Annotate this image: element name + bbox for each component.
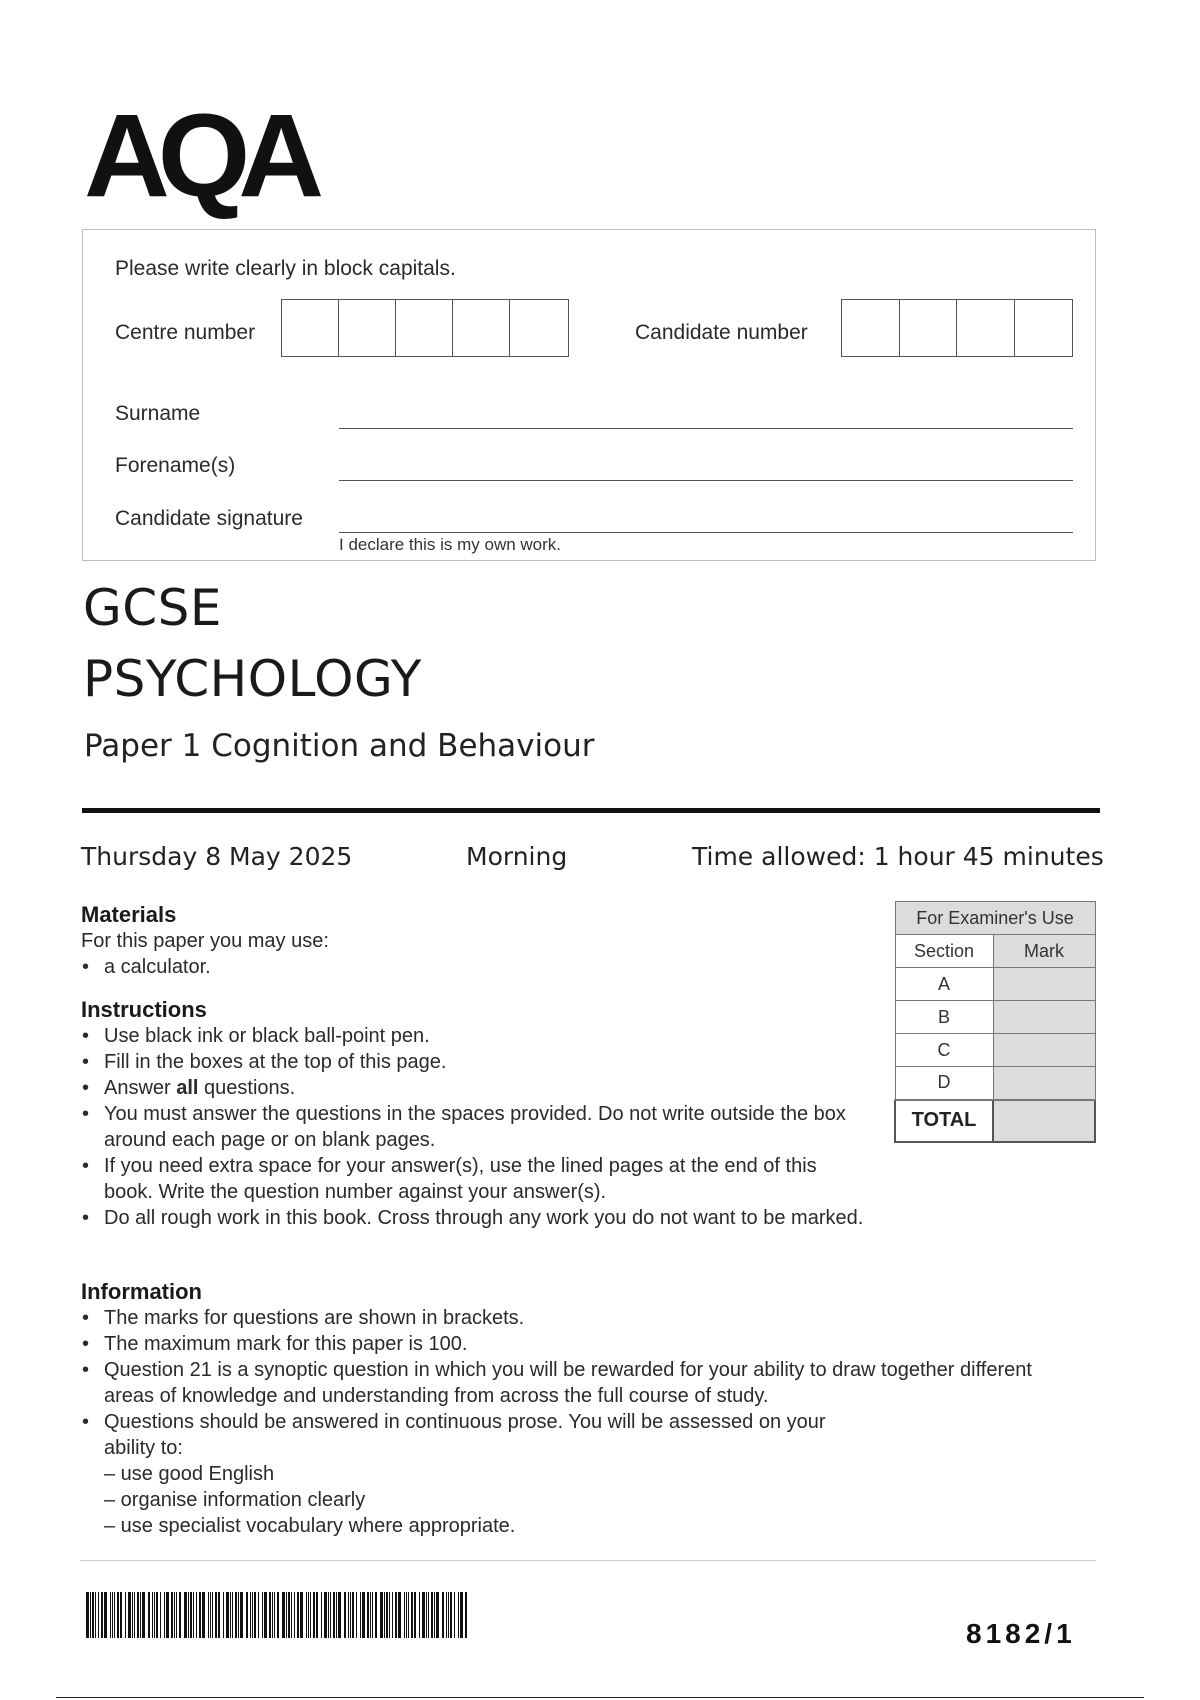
declaration-text: I declare this is my own work. [339, 535, 562, 554]
candidate-number-box[interactable] [1015, 300, 1073, 356]
centre-number-label: Centre number [115, 321, 256, 344]
criteria-item: – use specialist vocabulary where appropriate. [104, 1515, 516, 1537]
aqa-logo-text: AQA [84, 90, 322, 222]
centre-number-box[interactable] [396, 300, 453, 356]
instruction-item: • Do all rough work in this book. Cross through any work you do not want to be marked. [81, 1205, 871, 1231]
subject-title: PSYCHOLOGY [83, 650, 422, 708]
information-item: • Questions should be answered in continuous prose. You will be assessed on your ability to: [81, 1409, 864, 1461]
candidate-number-box[interactable] [842, 300, 900, 356]
aqa-logo [84, 90, 322, 222]
information-section [81, 1279, 1081, 1539]
exam-session: Morning [466, 842, 568, 871]
centre-number-box[interactable] [339, 300, 396, 356]
mark-cell [993, 968, 1095, 1001]
candidate-number-box[interactable] [957, 300, 1015, 356]
qualification-title: GCSE [83, 579, 222, 637]
centre-number-boxes [281, 299, 569, 357]
mark-cell [993, 1034, 1095, 1067]
examiner-use-table [894, 901, 1096, 1143]
forename-field[interactable] [339, 480, 1073, 481]
surname-label: Surname [115, 402, 201, 425]
candidate-number-box[interactable] [900, 300, 958, 356]
mark-cell [993, 1067, 1095, 1100]
page-bottom-edge [56, 1697, 1144, 1698]
signature-label: Candidate signature [115, 507, 303, 530]
information-list [81, 1305, 1081, 1461]
surname-field[interactable] [339, 428, 1073, 429]
criteria-item: – organise information clearly [104, 1489, 366, 1511]
section-label: B [895, 1001, 993, 1034]
mark-column-header: Mark [993, 935, 1095, 968]
section-label: A [895, 968, 993, 1001]
centre-number-box[interactable] [510, 300, 567, 356]
mark-cell [993, 1001, 1095, 1034]
forename-label: Forename(s) [115, 454, 236, 477]
instruction-item: • If you need extra space for your answer(s), use the lined pages at the end of this book. Write the question number against your answer(s). [81, 1153, 871, 1205]
instruction-item: • Use black ink or black ball-point pen. [81, 1023, 871, 1049]
centre-number-box[interactable] [282, 300, 339, 356]
instructions-heading: Instructions [81, 997, 207, 1022]
total-mark-cell [993, 1100, 1095, 1142]
materials-section [81, 902, 881, 980]
instruction-item: • You must answer the questions in the spaces provided. Do not write outside the box around each page or on blank pages. [81, 1101, 871, 1153]
materials-heading: Materials [81, 902, 177, 927]
instruction-item: • Fill in the boxes at the top of this page. [81, 1049, 871, 1075]
criteria-item: – use good English [104, 1463, 275, 1485]
title-divider [82, 808, 1100, 813]
instructions-list [81, 1023, 871, 1231]
assessment-criteria-list [81, 1461, 1081, 1539]
total-label: TOTAL [895, 1100, 993, 1142]
centre-number-box[interactable] [453, 300, 510, 356]
materials-intro: For this paper you may use: [81, 930, 329, 952]
section-column-header: Section [895, 935, 993, 968]
information-heading: Information [81, 1279, 202, 1304]
exam-date: Thursday 8 May 2025 [81, 842, 353, 871]
paper-code: 8182/1 [966, 1618, 1076, 1649]
section-label: D [895, 1067, 993, 1100]
information-item: • Question 21 is a synoptic question in which you will be rewarded for your ability to draw together different areas of knowledge and understanding from across the full course of study. [81, 1357, 1081, 1409]
footer-divider [80, 1560, 1096, 1561]
candidate-number-boxes [841, 299, 1073, 357]
block-capitals-instruction: Please write clearly in block capitals. [115, 257, 456, 280]
time-allowed: Time allowed: 1 hour 45 minutes [692, 842, 1104, 871]
instructions-section [81, 997, 871, 1231]
information-item: • The marks for questions are shown in brackets. [81, 1305, 1081, 1331]
candidate-details-box [82, 229, 1096, 561]
information-item: • The maximum mark for this paper is 100. [81, 1331, 1081, 1357]
section-label: C [895, 1034, 993, 1067]
candidate-number-label: Candidate number [635, 321, 808, 344]
paper-title: Paper 1 Cognition and Behaviour [84, 728, 595, 764]
instruction-item: • Answer all questions. [81, 1075, 871, 1101]
materials-item: • a calculator. [81, 954, 881, 980]
barcode-icon [86, 1592, 470, 1638]
signature-field[interactable] [339, 532, 1073, 533]
examiner-table-header: For Examiner's Use [895, 902, 1095, 935]
